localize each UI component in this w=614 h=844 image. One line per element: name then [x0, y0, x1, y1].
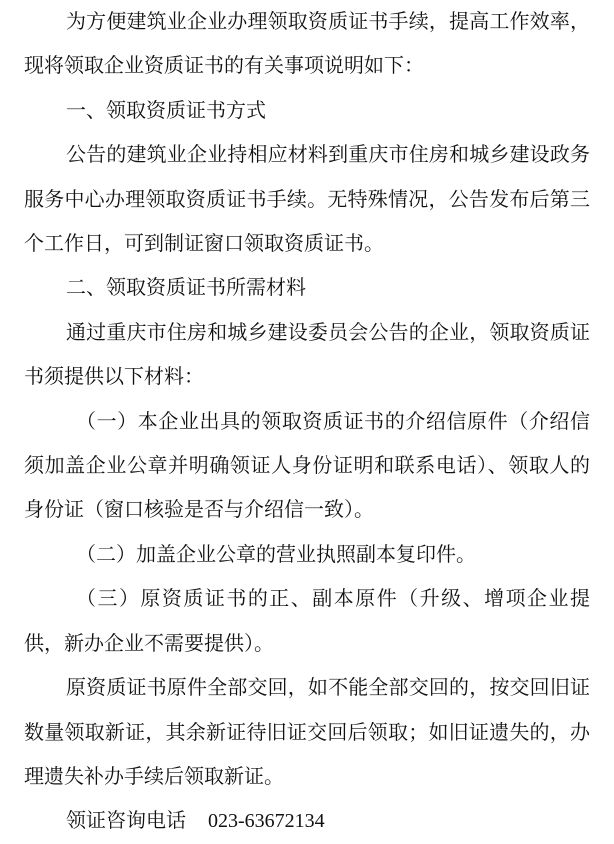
materials-intro-paragraph: 通过重庆市住房和城乡建设委员会公告的企业，领取资质证书须提供以下材料： [24, 319, 590, 389]
document-body [24, 0, 590, 844]
contact-label: 领证咨询电话 [66, 808, 186, 833]
section-heading-method: 一、领取资质证书方式 [66, 97, 266, 122]
method-paragraph: 公告的建筑业企业持相应材料到重庆市住房和城乡建设政务服务中心办理领取资质证书手续。无特殊情况，公告发布后第三个工作日，可到制证窗口领取资质证书。 [24, 142, 590, 256]
material-item-3: （三）原资质证书的正、副本原件（升级、增项企业提供，新办企业不需要提供）。 [24, 586, 590, 655]
return-note-paragraph: 原资质证书原件全部交回，如不能全部交回的，按交回旧证数量领取新证，其余新证待旧证交回后领取；如旧证遗失的，办理遗失补办手续后领取新证。 [24, 675, 590, 788]
intro-paragraph: 为方便建筑业企业办理领取资质证书手续，提高工作效率，现将领取企业资质证书的有关事项说明如下： [24, 9, 590, 78]
contact-phone: 023-63672134 [208, 810, 325, 833]
material-item-1: （一）本企业出具的领取资质证书的介绍信原件（介绍信须加盖企业公章并明确领证人身份证明和联系电话）、领取人的身份证（窗口核验是否与介绍信一致）。 [24, 408, 590, 522]
material-item-2: （二）加盖企业公章的营业执照副本复印件。 [76, 541, 476, 566]
section-heading-materials: 二、领取资质证书所需材料 [66, 275, 306, 300]
contact-line [24, 798, 590, 843]
